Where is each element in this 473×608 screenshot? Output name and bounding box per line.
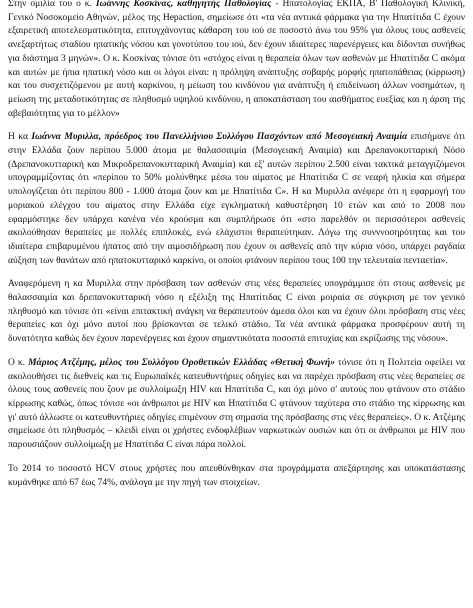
text-intro: Ο κ. (8, 357, 29, 368)
speaker-name-koskinas: Ιωάννης Κοσκίνας, καθηγητής Παθολογίας (95, 0, 272, 9)
speaker-name-myrilla: Ιωάννα Μυριλλα, πρόεδρος του Πανελλήνιου Συλλόγου Πασχόντων από Μεσογειακή Αναιμία (31, 132, 408, 143)
text-intro: Στην ομιλία του ο κ. (8, 0, 96, 9)
paragraph-atzemis (8, 357, 465, 453)
text-body: τόνισε ότι η Πολιτεία οφείλει να ακολουθήσει τις διεθνείς και τις Ευρωπαϊκές κατευθυντήριες οδηγίες και να παρέχει πρόσβαση στις νέες θεραπείες σε όλους τους ασθενείς που ζουν με συλλοίμωξη HIV και Ηπατίτιδα C, και όχι μόνο σ' αυτούς που φτάνουν στο στάδιο κίρρωσης καθώς, όπως τόνισε «οι άνθρωποι με HIV και Ηπατίτιδα C φτάνουν ταχύτερα στο στάδιο της κίρρωσης και γι' αυτό άλλωστε οι κατευθυντήριες οδηγίες επιμένουν στη σημασία της πρόσβασης στις νέες θεραπείες». Ο κ. Ατζέμης σημείωσε ότι πληθυσμός – κλειδί είναι οι χρήστες ενδοφλέβιων ναρκωτικών ουσιών και ότι οι άνθρωποι με HIV που παρουσιάζουν συλλοίμωξη με Ηπατίτιδα C είναι πάρα πολλοί. (8, 357, 465, 451)
paragraph-myrilla (8, 131, 465, 268)
paragraph-koskinas (8, 0, 465, 121)
text-body: - Ηπατολογίας ΕΚΠΑ, Β' Παθολογική Κλινική, Γενικό Νοσοκομείο Αθηνών, μέλος της Hepaction, σημείωσε ότι «τα νέα αντιικά φάρμακα για την Ηπατίτιδα C έχουν εξαιρετική αποτελεσματικότητα, επιτυγχάνοντας κάθαρση του ιού σε ποσοστό άνω του 95% για όλους τους ασθενείς ανεξαρτήτως σταδίου ηπατικής νόσου και γονοτύπου του ιού, δεν έχουν ιδιαίτερες παρενέργειες και δίδονται συνήθως για διάστημα 3 μηνών». Ο κ. Κοσκίνας τόνισε ότι «στόχος είναι η θεραπεία όλων των ασθενών με Ηπατίτιδα C ακόμα και αυτών με ήπια ηπατική νόσο και οι λόγοι είναι: η πρόληψη ανάπτυξης σοβαρής μορφής ηπατοπάθειας (κίρρωση) και του συσχετιζόμενου με αυτή καρκίνου, η μείωση του κινδύνου για ανάπτυξη ή επιδείνωση άλλων νοσημάτων, η μείωση της μεταδοτικότητας σε πληθυσμό υψηλού κινδύνου, η αποκατάσταση του αισθήματος ευεξίας και η άρση της αβεβαιότητας για το μέλλον» (8, 0, 465, 119)
paragraph-hcv-statistic: Το 2014 το ποσοστό HCV στους χρήστες που απευθύνθηκαν στα προγράμματα απεξάρτησης και υποκατάστασης κυμάνθηκε από 67 έως 74%, ανάλογα με την πηγή των στοιχείων. (8, 463, 465, 488)
text-intro: Η κα (8, 132, 32, 143)
paragraph-myrilla-access: Αναφερόμενη η κα Μυριλλα στην πρόσβαση των ασθενών στις νέες θεραπείες υπογράμμισε ότι στους ασθενείς με θαλασσαιμία και δρεπανοκυτταρική νόσο η εξέλιξη της Ηπατίτιδας C είναι μοιραία σε σύγκριση με τον γενικό πληθυσμό και τόνισε ότι «είναι επιτακτική ανάγκη να θεραπευτούν άμεσα όλοι και να έχουν όλοι πρόσβαση στις νέες θεραπείες και όχι μόνο αυτοί που βρίσκονται σε τελικό στάδιο. Τα νέα αντιικά φάρμακα προσφέρουν αυτή τη δυνατότητα καθώς δεν έχουν παρενέργειες και έχουν σημαντικότατα ποσοστά επιτυχίας και εκρίζωσης της νόσου». (8, 279, 465, 345)
text-body: επισήμανε ότι στην Ελλάδα ζουν περίπου 5.000 άτομα με θαλασσαιμία (Μεσογειακή Αναιμία) και Δρεπανοκυτταρική Νόσο (Δρεπανοκυτταρική και Μικροδρεπανοκυτταρική Αναιμία) και εξ' αυτών περίπου 2.500 είναι τακτικά μεταγγιζόμενοι υπογραμμίζοντας ότι «περίπου το 50% μολύνθηκε μέσω του αίματος με Ηπατίτιδα C σε νεαρή ηλικία και σήμερα υπολογίζεται ότι περίπου 800 - 1.000 άτομα ζουν και με Ηπατίτιδα C». Η κα Μυριλλα ανέφερε ότι η εφαρμογή του μοριακού ελέγχου του αίματος στην Ελλάδα είχε εγκληματική καθυστέρηση 10 ετών και από το 2008 που εφαρμόστηκε δεν υπάρχει κανένα νέο κρούσμα και συμπλήρωσε ότι «στο παρελθόν οι περισσότεροι ασθενείς ακολούθησαν θεραπείες με πολλές επιπλοκές, ενώ ελάχιστοι θεραπεύτηκαν. Λόγω της συνννοσηρότητας και του ιδιαίτερα επιβαρυμένου ήπατος από την αιμοσιδήρωση που έχουν οι ασθενείς από την κύρια νόσο, υπάρχει ραγδαία αύξηση των θανάτων από ηπατοκυτταρικό καρκίνο, οι οποίοι φτάνουν περίπου τους 100 την τελευταία πενταετία». (8, 132, 465, 266)
speaker-name-atzemis: Μάριος Ατζέμης, μέλος του Συλλόγου Οροθετικών Ελλάδας «Θετική Φωνή» (28, 357, 335, 368)
